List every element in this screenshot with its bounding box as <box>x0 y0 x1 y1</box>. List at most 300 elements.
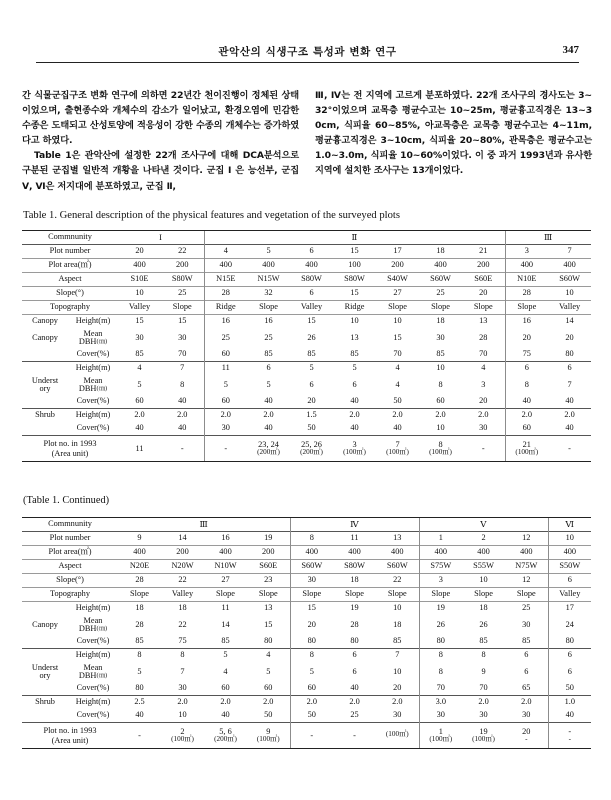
row-label-community: Commnunity <box>22 518 118 532</box>
table-row <box>22 348 591 362</box>
table-row <box>22 315 591 329</box>
cell: 28 <box>505 287 548 301</box>
plot93-area: (100㎡) <box>386 447 409 456</box>
cell: 5 <box>290 362 333 376</box>
cell: 2.0 <box>376 409 419 423</box>
cell: Valley <box>118 301 161 315</box>
row-label-mean-dbh: Mean DBH(㎝) <box>78 375 108 393</box>
cell: 400 <box>204 546 247 560</box>
cell: 26 <box>307 332 316 342</box>
cell: 40 <box>135 710 144 720</box>
cell: Valley <box>548 301 591 315</box>
cell <box>419 436 462 462</box>
cell: 18 <box>393 619 402 629</box>
cell: N75W <box>505 560 548 574</box>
table-row <box>22 635 591 649</box>
cell: 15 <box>118 315 161 329</box>
cell: S80W <box>161 273 204 287</box>
table-1 <box>22 230 591 462</box>
plot93-area: - <box>568 734 571 743</box>
row-label-community: Commnunity <box>22 231 118 245</box>
plot93-area: (100㎡) <box>429 734 453 743</box>
cell: 25 <box>350 710 359 720</box>
cell: N15E <box>204 273 247 287</box>
plot93-area: (100㎡) <box>385 730 409 739</box>
plot93-value: - <box>481 443 485 453</box>
cell: 400 <box>333 546 376 560</box>
plot93-value: 8 <box>438 439 443 449</box>
cell: 2.0 <box>462 409 505 423</box>
understory-height-label-cell <box>22 362 118 376</box>
table-2 <box>22 517 591 749</box>
paragraph: 간 식물군집구조 변화 연구에 의하면 22년간 천이진행이 정체된 상태이었으며, 출현종수와 개체수의 감소가 일어났고, 환경오염에 민감한 수종은 도태되고 산성토양에 적응성이 강한 수종의 개체수는 증가하였다고 하였다. <box>22 90 299 147</box>
cell: 400 <box>505 546 548 560</box>
cell <box>118 436 161 462</box>
cell: Slope <box>204 588 247 602</box>
cell: N10W <box>204 560 247 574</box>
cell: 7 <box>161 362 204 376</box>
cell: 20 <box>462 287 505 301</box>
table-row <box>22 395 591 409</box>
cell: Slope <box>376 301 419 315</box>
cell: 10 <box>548 532 591 546</box>
cell: 40 <box>264 423 273 433</box>
cell: 2.0 <box>376 696 419 710</box>
cell: 2.0 <box>505 696 548 710</box>
row-label-height: Height(m) <box>75 603 111 613</box>
plot93-line2: (Area unit) <box>51 448 89 458</box>
cell: 400 <box>118 546 161 560</box>
plot93-area: (100㎡) <box>472 734 495 743</box>
cell: 2.0 <box>419 409 462 423</box>
cell: 2.0 <box>118 409 161 423</box>
cell: 20 <box>479 396 488 406</box>
cell: 40 <box>135 423 144 433</box>
cell: S50W <box>548 560 591 574</box>
cell: 1.0 <box>548 696 591 710</box>
row-label-cover: Cover(%) <box>76 396 110 406</box>
cell: Slope <box>247 301 290 315</box>
table-row <box>22 301 591 315</box>
cell: 28 <box>135 619 144 629</box>
row-label-cover: Cover(%) <box>76 636 110 646</box>
cell: Valley <box>161 588 204 602</box>
canopy-cover-label-cell <box>22 348 118 362</box>
table-row <box>22 662 591 682</box>
cell: 20 <box>290 615 333 635</box>
cell: 15 <box>290 315 333 329</box>
cell <box>462 436 505 462</box>
cell: S10E <box>118 273 161 287</box>
cell: 6 <box>548 662 591 682</box>
plot93-value: - <box>224 443 228 453</box>
cell: 15 <box>393 332 402 342</box>
cell: 400 <box>247 259 290 273</box>
cell: 85 <box>221 636 230 646</box>
understory-cover-label-cell <box>22 682 118 696</box>
cell: 7 <box>548 245 591 259</box>
cell: 4 <box>462 362 505 376</box>
cell: 400 <box>419 259 462 273</box>
cell: 400 <box>505 259 548 273</box>
cell: Slope <box>419 301 462 315</box>
group-header-I: I <box>118 231 204 245</box>
cell: 6 <box>352 379 357 389</box>
plot93-value: - <box>568 443 571 453</box>
plot93-area: (200㎡) <box>214 734 237 743</box>
cell: 6 <box>309 379 314 389</box>
right-column <box>315 88 592 194</box>
cell: 30 <box>135 332 144 342</box>
cell: 6 <box>505 649 548 663</box>
group-header-VI: Ⅵ <box>548 518 591 532</box>
cell <box>505 723 548 749</box>
cell: 27 <box>376 287 419 301</box>
shrub-height-label-cell <box>22 696 118 710</box>
table-row <box>22 287 591 301</box>
cell: 50 <box>307 423 316 433</box>
row-label-cover: Cover(%) <box>76 710 110 720</box>
canopy-cover-label-cell <box>22 635 118 649</box>
cell: 6 <box>505 362 548 376</box>
plot93-area: - <box>525 734 528 743</box>
shrub-cover-label-cell <box>22 709 118 723</box>
table-row <box>22 409 591 423</box>
row-label-plot-area: Plot area(㎡) <box>22 546 118 560</box>
cell: 3 <box>505 245 548 259</box>
plot93-area: (200㎡) <box>300 447 323 456</box>
group-header-IV: Ⅳ <box>290 518 419 532</box>
cell: 30 <box>204 422 247 436</box>
cell: 23 <box>247 574 290 588</box>
cell <box>333 723 376 749</box>
table-row <box>22 588 591 602</box>
cell: 10 <box>118 287 161 301</box>
table-row <box>22 546 591 560</box>
table-row <box>22 696 591 710</box>
row-label-plot-number: Plot number <box>22 245 118 259</box>
cell: Slope <box>376 588 419 602</box>
cell: 2.0 <box>462 696 505 710</box>
cell: 8 <box>419 662 462 682</box>
cell: 6 <box>548 362 591 376</box>
table-row <box>22 436 591 462</box>
cell: N15W <box>247 273 290 287</box>
table-row <box>22 518 591 532</box>
cell: 85 <box>135 349 144 359</box>
cell: 15 <box>333 287 376 301</box>
cell: 85 <box>393 636 402 646</box>
cell <box>161 723 204 749</box>
cell: 18 <box>161 602 204 616</box>
plot93-value: 21 <box>522 439 531 449</box>
cell: 60 <box>290 682 333 696</box>
cell: S60W <box>290 560 333 574</box>
cell: 10 <box>436 423 445 433</box>
cell: 26 <box>419 615 462 635</box>
cell: Slope <box>290 588 333 602</box>
row-label-cover: Cover(%) <box>76 349 110 359</box>
table-row <box>22 560 591 574</box>
cell: 85 <box>522 636 531 646</box>
cell: 400 <box>548 546 591 560</box>
cell: 16 <box>247 315 290 329</box>
running-head <box>36 44 579 64</box>
cell: Ridge <box>333 301 376 315</box>
cell: 40 <box>393 423 402 433</box>
cell: 30 <box>290 574 333 588</box>
cell: 200 <box>462 259 505 273</box>
cell: 60 <box>221 683 230 693</box>
row-label-shrub: Shrub <box>35 697 55 707</box>
cell: 9 <box>118 532 161 546</box>
cell: 2.0 <box>548 409 591 423</box>
cell: 10 <box>393 666 402 676</box>
cell: 13 <box>247 602 290 616</box>
cell: 65 <box>522 683 531 693</box>
cell: 32 <box>247 287 290 301</box>
cell: 50 <box>393 396 402 406</box>
cell: 16 <box>204 532 247 546</box>
cell: 85 <box>264 349 273 359</box>
cell: Slope <box>161 301 204 315</box>
cell: 5 <box>333 362 376 376</box>
cell: 100 <box>333 259 376 273</box>
cell: S40W <box>376 273 419 287</box>
table-2-caption: (Table 1. Continued) <box>23 495 110 506</box>
cell: Slope <box>505 588 548 602</box>
cell <box>376 723 419 749</box>
cell: 30 <box>522 619 531 629</box>
row-label-plot93 <box>22 436 118 462</box>
cell: 24 <box>548 615 591 635</box>
cell: 60 <box>505 422 548 436</box>
understory-dbh-label-cell <box>22 662 118 682</box>
cell: 400 <box>118 259 161 273</box>
cell: 60 <box>264 683 273 693</box>
cell: 21 <box>462 245 505 259</box>
row-label-canopy: Canopy <box>32 332 58 342</box>
understory-dbh-label-cell <box>22 375 118 395</box>
cell: 25 <box>419 287 462 301</box>
cell: 2.0 <box>505 409 548 423</box>
cell: S60W <box>419 273 462 287</box>
cell <box>204 723 247 749</box>
cell: S60W <box>548 273 591 287</box>
plot93-area: (100㎡) <box>171 734 194 743</box>
plot93-value: - <box>138 730 141 740</box>
cell: 10 <box>419 362 462 376</box>
cell: 85 <box>479 636 488 646</box>
cell: 1 <box>419 532 462 546</box>
canopy-label-cell <box>22 315 118 329</box>
cell <box>204 436 247 462</box>
row-label-topography: Topography <box>22 301 118 315</box>
plot93-value: 7 <box>395 439 400 449</box>
cell: 15 <box>290 602 333 616</box>
table-row <box>22 259 591 273</box>
cell: 8 <box>505 375 548 395</box>
cell: 30 <box>479 710 488 720</box>
canopy-dbh-label-cell <box>22 615 118 635</box>
cell: 2 <box>462 532 505 546</box>
cell: 10 <box>376 315 419 329</box>
cell: Slope <box>247 588 290 602</box>
cell: 2.0 <box>247 696 290 710</box>
cell: 20 <box>565 332 574 342</box>
cell: 40 <box>565 423 574 433</box>
cell: 7 <box>567 379 572 389</box>
cell: 8 <box>462 649 505 663</box>
cell: 4 <box>247 649 290 663</box>
cell: Slope <box>333 588 376 602</box>
row-label-topography: Topography <box>22 588 118 602</box>
cell: S55W <box>462 560 505 574</box>
cell: 18 <box>419 315 462 329</box>
understory-cover-label-cell <box>22 395 118 409</box>
cell: 10 <box>376 602 419 616</box>
cell: S75W <box>419 560 462 574</box>
cell: Valley <box>548 588 591 602</box>
cell: Slope <box>419 588 462 602</box>
cell: 18 <box>419 245 462 259</box>
cell: N10E <box>505 273 548 287</box>
table-row <box>22 723 591 749</box>
cell: 11 <box>333 532 376 546</box>
cell <box>548 723 591 749</box>
cell: 60 <box>135 396 144 406</box>
cell: S80W <box>290 273 333 287</box>
cell: 4 <box>118 362 161 376</box>
cell: 6 <box>524 666 529 676</box>
cell: 25 <box>161 287 204 301</box>
cell: 10 <box>462 574 505 588</box>
cell: 30 <box>522 710 531 720</box>
cell: 9 <box>481 666 486 676</box>
row-label-canopy: Canopy <box>32 619 58 629</box>
cell: 400 <box>290 546 333 560</box>
plot93-value: - <box>568 726 572 736</box>
cell: 40 <box>178 423 187 433</box>
table-row <box>22 375 591 395</box>
table-2-block <box>22 495 590 749</box>
plot93-area: (200㎡) <box>257 447 280 456</box>
cell: 22 <box>161 245 204 259</box>
row-label-mean-dbh: Mean DBH(㎝) <box>78 328 108 346</box>
cell: 200 <box>376 259 419 273</box>
cell: Slope <box>462 301 505 315</box>
table-row <box>22 362 591 376</box>
cell: 22 <box>161 574 204 588</box>
cell: 13 <box>462 315 505 329</box>
cell: 400 <box>204 259 247 273</box>
cell: 25 <box>264 332 273 342</box>
cell: S60W <box>376 560 419 574</box>
cell: 8 <box>290 649 333 663</box>
group-header-V: Ⅴ <box>419 518 548 532</box>
cell: 14 <box>161 532 204 546</box>
cell: 2.0 <box>247 409 290 423</box>
cell <box>290 436 333 462</box>
cell: 2.0 <box>204 409 247 423</box>
cell: 8 <box>290 532 333 546</box>
cell: 200 <box>161 546 204 560</box>
plot93-line2: (Area unit) <box>51 735 89 745</box>
understory-height-label-cell <box>22 649 118 663</box>
row-label-height: Height(m) <box>75 697 111 707</box>
table-row <box>22 709 591 723</box>
cell: 50 <box>264 710 273 720</box>
row-label-understory: Underst ory <box>31 662 59 680</box>
cell: 20 <box>393 683 402 693</box>
cell: 80 <box>548 635 591 649</box>
plot93-value: - <box>310 730 314 740</box>
cell: 4 <box>223 666 228 676</box>
cell: 7 <box>376 649 419 663</box>
table-1-block <box>22 210 590 462</box>
table-row <box>22 328 591 348</box>
cell: 8 <box>438 379 443 389</box>
plot93-value: 1 <box>438 726 443 736</box>
cell: 11 <box>204 362 247 376</box>
cell: 12 <box>505 532 548 546</box>
cell: 400 <box>548 259 591 273</box>
cell: 5 <box>204 375 247 395</box>
cell: 80 <box>135 683 144 693</box>
table-row <box>22 682 591 696</box>
cell: 2.0 <box>290 696 333 710</box>
cell: 30 <box>479 423 488 433</box>
cell: 4 <box>395 379 400 389</box>
plot93-value: 20 <box>522 726 531 736</box>
cell: 40 <box>505 395 548 409</box>
cell: 3.0 <box>419 696 462 710</box>
paragraph: Ⅲ, Ⅳ는 전 지역에 고르게 분포하였다. 22개 조사구의 경사도는 3~32°이었으며 교목층 평균수고는 10~25m, 평균흉고직경은 13~30cm, 식피율 60~85%, 아교목층은 교목층 평균수고는 4~11m, 평균흉고직경은 3~10cm, 식피율 20~80%, 관목층은 평균수고는 1.0~3.0m, 식피율 10~60%이었다. 이 중 과거 1993년과 유사한 지역에 설치한 조사구는 13개이었다. <box>315 90 592 177</box>
cell: Slope <box>462 588 505 602</box>
cell: 50 <box>290 709 333 723</box>
cell: 40 <box>565 396 574 406</box>
table-row <box>22 422 591 436</box>
cell: 80 <box>419 635 462 649</box>
row-label-cover: Cover(%) <box>76 683 110 693</box>
cell: 17 <box>548 602 591 616</box>
table-row <box>22 615 591 635</box>
cell: 8 <box>180 379 185 389</box>
canopy-dbh-label-cell <box>22 328 118 348</box>
cell <box>247 723 290 749</box>
cell: 22 <box>178 619 187 629</box>
cell: 40 <box>548 709 591 723</box>
plot93-value: 2 <box>180 726 185 736</box>
cell: 10 <box>548 287 591 301</box>
plot93-area: (100㎡) <box>256 734 280 743</box>
cell: 4 <box>204 245 247 259</box>
cell: 60 <box>204 348 247 362</box>
running-head-title: 관악산의 식생구조 특성과 변화 연구 <box>218 46 397 58</box>
cell: 2.0 <box>333 696 376 710</box>
plot93-line1: Plot no. in 1993 <box>43 439 97 449</box>
cell: 5 <box>266 666 271 676</box>
cell: 28 <box>118 574 161 588</box>
cell: 2.0 <box>204 696 247 710</box>
row-label-plot-number: Plot number <box>22 532 118 546</box>
cell <box>161 436 204 462</box>
cell: 18 <box>462 602 505 616</box>
cell: 80 <box>350 636 359 646</box>
cell: 30 <box>419 709 462 723</box>
cell: 28 <box>204 287 247 301</box>
plot93-value: - <box>353 730 356 740</box>
